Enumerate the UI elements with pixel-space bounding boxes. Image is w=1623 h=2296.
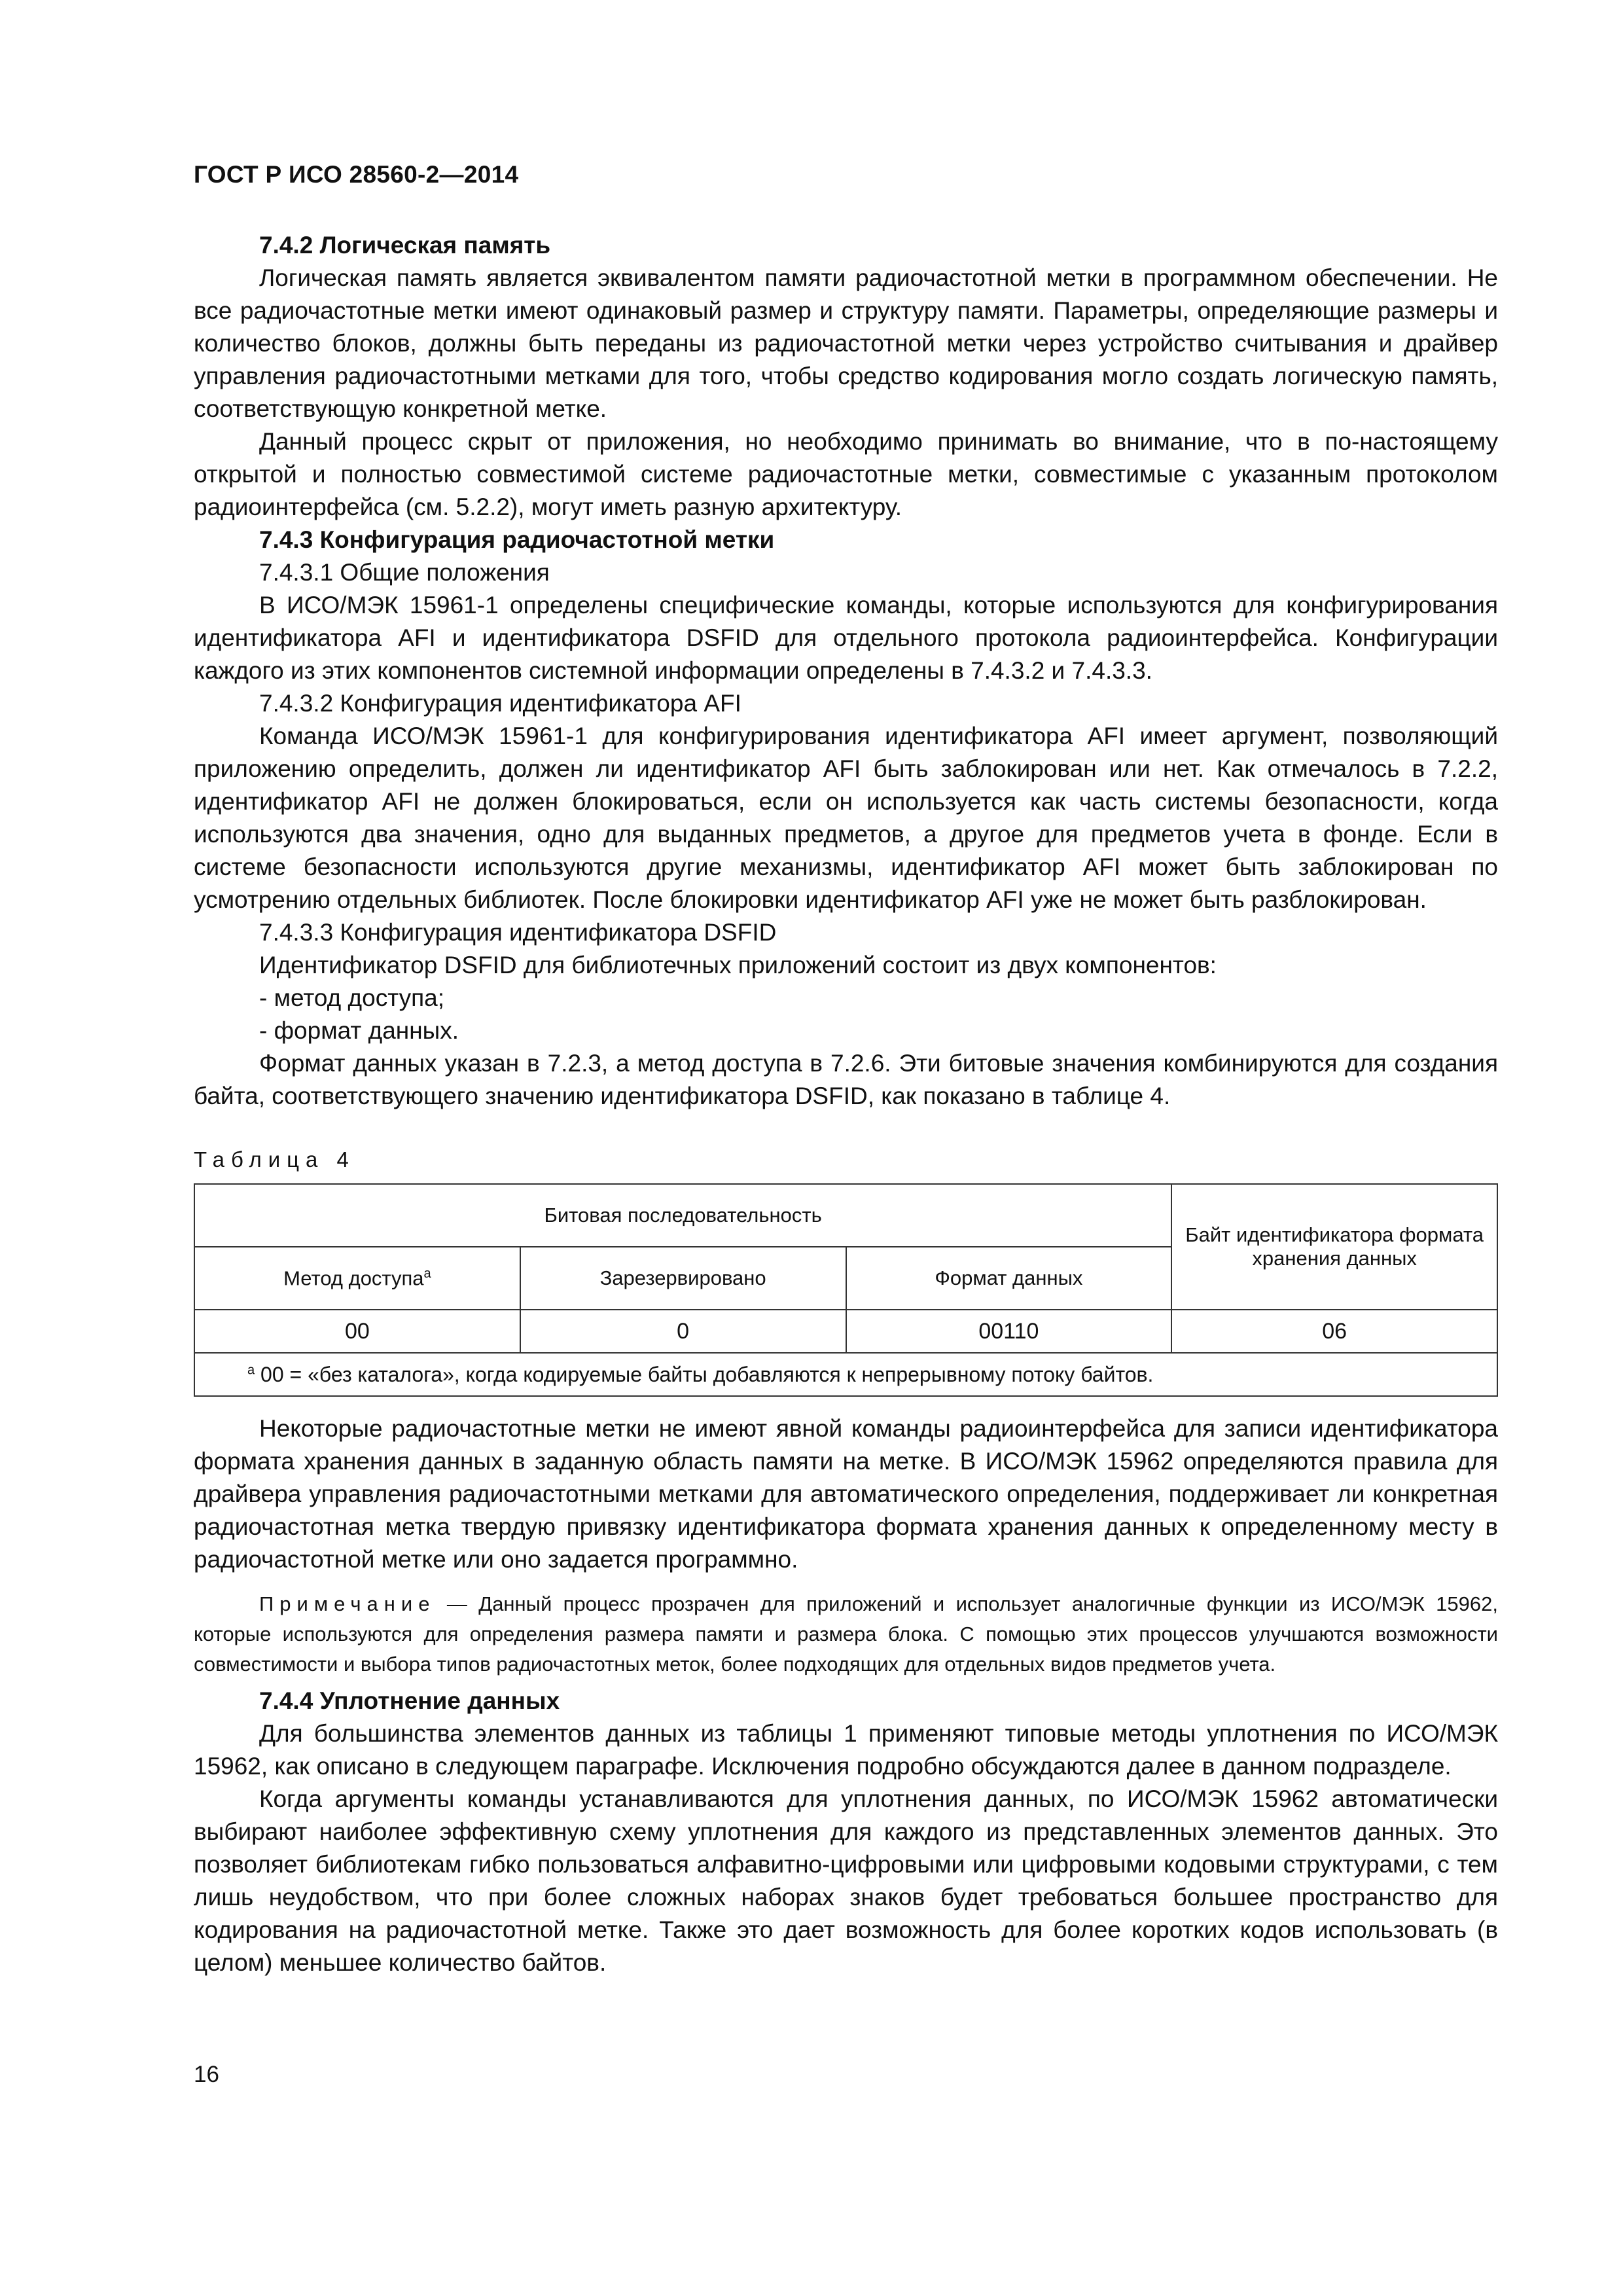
cell-reserved: 0 (520, 1310, 846, 1353)
paragraph: Формат данных указан в 7.2.3, а метод доступа в 7.2.6. Эти битовые значения комбинируются для создания байта, соответствующего значению идентификатора DSFID, как показано в таблице 4. (194, 1050, 1498, 1109)
note-label: Примечание (259, 1592, 436, 1615)
footnote-text: 00 = «без каталога», когда кодируемые байты добавляются к непрерывному потоку байтов. (260, 1362, 1154, 1386)
footnote-mark: а (247, 1362, 255, 1377)
cell-access: 00 (194, 1310, 520, 1353)
list-item: - формат данных. (259, 1017, 459, 1044)
table-col-reserved: Зарезервировано (520, 1247, 846, 1310)
paragraph-744-2: Когда аргументы команды устанавливаются для уплотнения данных, по ИСО/МЭК 15962 автоматически выбирают наиболее эффективную схему уплотнения для каждого из представленных элементов данных. Это позволяет библиотекам гибко пользоваться алфавитно-цифровыми или цифровыми кодовыми структурами, с тем лишь неудобством, что при более сложных наборах знаков будет требоваться большее пространство для кодирования на радиочастотной метке. Также это дает возможность для более коротких кодов использовать (в целом) меньшее количество байтов. (194, 1785, 1498, 1976)
heading-7-4-4: 7.4.4 Уплотнение данных (259, 1687, 560, 1714)
body-sections (194, 229, 1498, 1113)
paragraph: В ИСО/МЭК 15961-1 определены специфические команды, которые используются для конфигурирования идентификатора AFI и идентификатора DSFID для отдельного протокола радиоинтерфейса. Конфигурации каждого из этих компонентов системной информации определены в 7.4.3.2 и 7.4.3.3. (194, 592, 1498, 684)
table-caption: Таблица 4 (194, 1147, 355, 1172)
table-footnote (194, 1353, 1497, 1396)
subsection-title: 7.4.3.2 Конфигурация идентификатора AFI (259, 690, 741, 717)
footnote-ref: а (423, 1266, 431, 1281)
paragraph: Команда ИСО/МЭК 15961-1 для конфигурирования идентификатора AFI имеет аргумент, позволяющий приложению определить, должен ли идентификатор AFI быть заблокирован или нет. Как отмечалось в 7.2.2, идентификатор AFI не должен блокироваться, если он используется как часть системы безопасности, когда используются два значения, одно для выданных предметов, а другое для предметов учета в фонде. Если в системе безопасности используются другие механизмы, идентификатор AFI может быть заблокирован по усмотрению отдельных библиотек. После блокировки идентификатор AFI уже не может быть разблокирован. (194, 723, 1498, 913)
paragraph: Идентификатор DSFID для библиотечных приложений состоит из двух компонентов: (259, 952, 1217, 978)
note-text: — Данный процесс прозрачен для приложений и использует аналогичные функции из ИСО/МЭК 15962, которые используются для определения размера памяти и размера блока. С помощью этих процессов улучшаются возможности совместимости и выбора типов радиочастотных меток, более подходящих для отдельных видов предметов учета. (194, 1592, 1498, 1676)
cell-byte: 06 (1171, 1310, 1497, 1353)
table-group-header: Битовая последовательность (194, 1184, 1171, 1247)
section-heading: 7.4.3 Конфигурация радиочастотной метки (259, 526, 775, 553)
table-byte-header: Байт идентификатора формата хранения данных (1171, 1184, 1497, 1310)
page-content (194, 229, 1498, 1979)
subsection-title: 7.4.3.1 Общие положения (259, 559, 550, 586)
subsection-title: 7.4.3.3 Конфигурация идентификатора DSFID (259, 919, 777, 946)
section-heading: 7.4.2 Логическая память (259, 232, 551, 259)
paragraph-744-1: Для большинства элементов данных из таблицы 1 применяют типовые методы уплотнения по ИСО/МЭК 15962, как описано в следующем параграфе. Исключения подробно обсуждаются далее в данном подразделе. (194, 1720, 1498, 1780)
document-header: ГОСТ Р ИСО 28560-2—2014 (194, 161, 519, 188)
list-item: - метод доступа; (259, 984, 444, 1011)
table-4 (194, 1183, 1498, 1397)
paragraph-after-table: Некоторые радиочастотные метки не имеют явной команды радиоинтерфейса для записи идентификатора формата хранения данных в заданную область памяти на метке. В ИСО/МЭК 15962 определяются правила для драйвера управления радиочастотными метками для автоматического определения, поддерживает ли конкретная радиочастотная метка твердую привязку идентификатора формата хранения данных к определенному месту в радиочастотной метке или оно задается программно. (194, 1415, 1498, 1573)
table-col-format: Формат данных (846, 1247, 1172, 1310)
paragraph: Логическая память является эквивалентом памяти радиочастотной метки в программном обеспечении. Не все радиочастотные метки имеют одинаковый размер и структуру памяти. Параметры, определяющие размеры и количество блоков, должны быть переданы из радиочастотной метки через устройство считывания и драйвер управления радиочастотными метками для того, чтобы средство кодирования могло создать логическую память, соответствующую конкретной метке. (194, 264, 1498, 422)
col-access-label: Метод доступа (283, 1266, 424, 1290)
cell-format: 00110 (846, 1310, 1172, 1353)
note (194, 1589, 1498, 1679)
page-number: 16 (194, 2062, 219, 2087)
table-col-access (194, 1247, 520, 1310)
paragraph: Данный процесс скрыт от приложения, но необходимо принимать во внимание, что в по-настоящему открытой и полностью совместимой системе радиочастотные метки, совместимые с указанным протоколом радиоинтерфейса (см. 5.2.2), могут иметь разную архитектуру. (194, 428, 1498, 520)
